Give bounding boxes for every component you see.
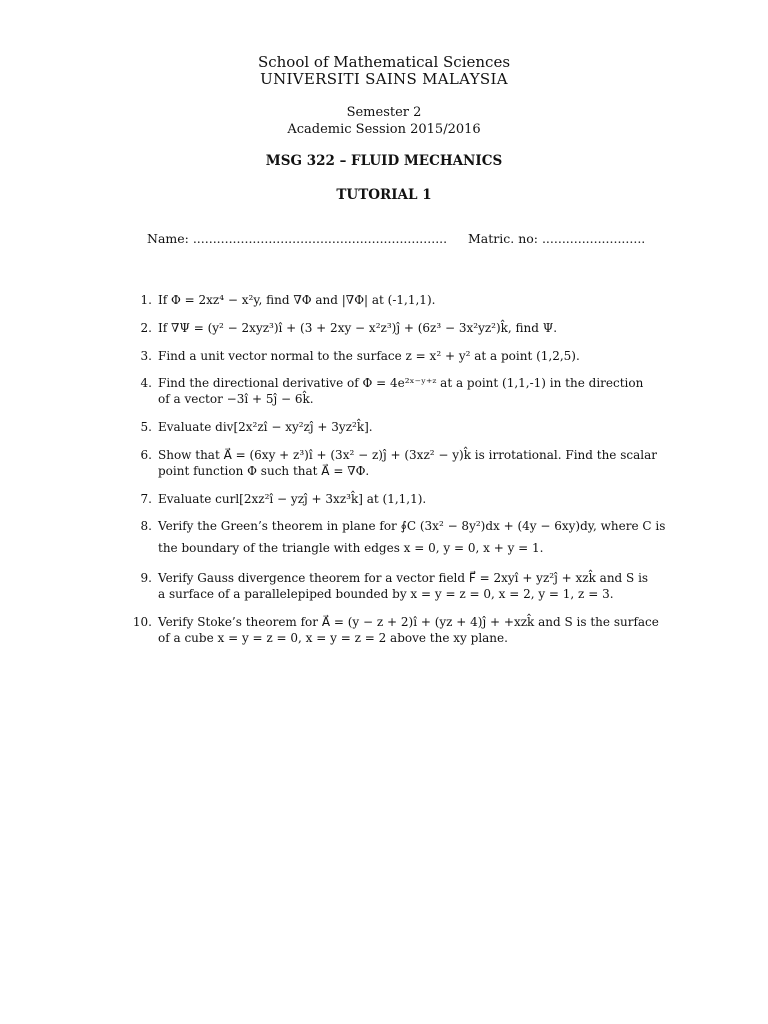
university-name: UNIVERSITI SAINS MALAYSIA [260, 70, 508, 88]
school-name: School of Mathematical Sciences [257, 53, 511, 71]
name-field: Name: ................................................................ [147, 231, 448, 246]
question-line-1: Find the directional derivative of Φ = 4e²ˣ⁻ʸ⁺ᶻ at a point (1,1,-1) in the direction [158, 376, 644, 390]
course-title: MSG 322 – FLUID MECHANICS [265, 153, 503, 169]
question-line-1: If Φ = 2xz⁴ − x²y, find ∇Φ and |∇Φ| at (-1,1,1). [158, 293, 436, 307]
question-text [158, 320, 675, 336]
question-line-1: Show that A⃗ = (6xy + z³)î + (3x² − z)ĵ + (3xz² − y)k̂ is irrotational. Find the scalar [158, 448, 657, 462]
question-number: 7. [140, 492, 152, 506]
tutorial-title: TUTORIAL 1 [336, 187, 432, 203]
question-number: 2. [140, 321, 152, 335]
question-number: 1. [140, 293, 152, 307]
question-line-2: of a vector −3î + 5ĵ − 6k̂. [158, 392, 314, 406]
question-line-1: If ∇Ψ = (y² − 2xyz³)î + (3 + 2xy − x²z³)ĵ + (6z³ − 3x²yz²)k̂, find Ψ. [158, 321, 558, 335]
question-text [158, 348, 675, 364]
question-line-1: Evaluate div[2x²zî − xy²zĵ + 3yz²k̂]. [158, 420, 373, 434]
question-line-1: Verify Stoke’s theorem for A⃗ = (y − z + 2)î + (yz + 4)ĵ + +xzk̂ and S is the surface [158, 615, 659, 629]
question-text [158, 292, 675, 308]
question-line-2: of a cube x = y = z = 0, x = y = z = 2 above the xy plane. [158, 631, 508, 645]
question-text [158, 614, 675, 646]
question-line-1: Evaluate curl[2xz²î − yzĵ + 3xz³k̂] at (1,1,1). [158, 492, 427, 506]
matric-field: Matric. no: .......................... [468, 231, 646, 246]
question-line-1: Verify the Green’s theorem in plane for ∮C (3x² − 8y²)dx + (4y − 6xy)dy, where C is [158, 519, 666, 533]
question-text [158, 419, 675, 435]
semester-label: Semester 2 [346, 105, 422, 120]
question-line-2: the boundary of the triangle with edges x = 0, y = 0, x + y = 1. [158, 541, 544, 555]
question-number: 5. [140, 420, 152, 434]
question-line-2: point function Φ such that A⃗ = ∇Φ. [158, 464, 370, 478]
question-line-1: Verify Gauss divergence theorem for a vector field F⃗ = 2xyî + yz²ĵ + xzk̂ and S is [158, 571, 649, 585]
question-text [158, 570, 675, 602]
question-number: 4. [140, 376, 152, 390]
question-text [158, 518, 675, 556]
question-number: 6. [140, 448, 152, 462]
question-text [158, 375, 675, 407]
question-line-2: a surface of a parallelepiped bounded by x = y = z = 0, x = 2, y = 1, z = 3. [158, 587, 614, 601]
question-number: 10. [132, 615, 152, 629]
question-line-1: Find a unit vector normal to the surface z = x² + y² at a point (1,2,5). [158, 349, 580, 363]
question-text [158, 447, 675, 479]
academic-session: Academic Session 2015/2016 [287, 122, 481, 137]
question-number: 8. [140, 519, 152, 533]
question-number: 3. [140, 349, 152, 363]
question-number: 9. [140, 571, 152, 585]
question-text [158, 491, 675, 507]
